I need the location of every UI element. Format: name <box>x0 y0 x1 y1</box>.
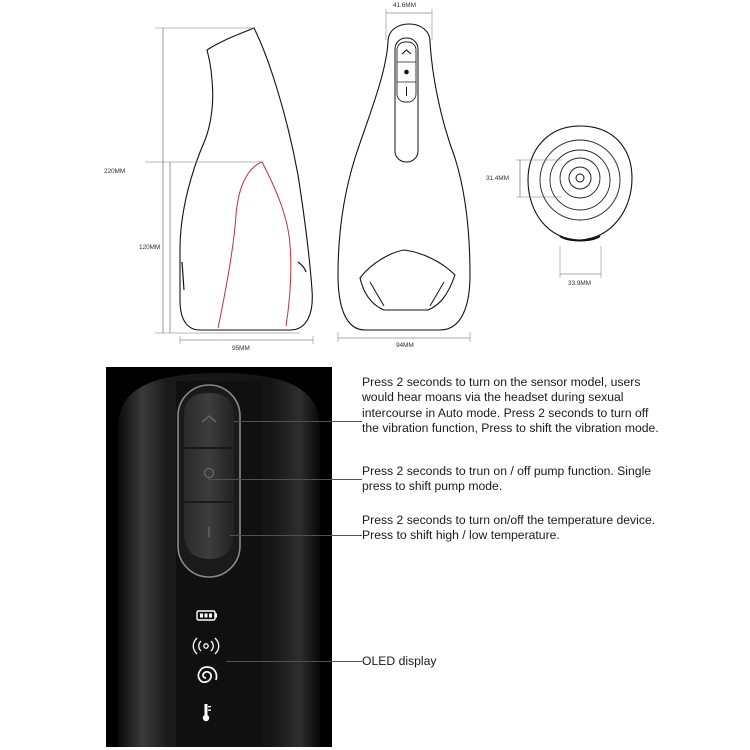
pump-button[interactable] <box>184 449 234 501</box>
dim-width-front: 94MM <box>396 342 414 349</box>
pointer-line-pump <box>208 479 362 480</box>
pointer-line-vibration <box>234 421 362 422</box>
callout-vibration-button: Press 2 seconds to turn on the sensor model, users would hear moans via the headset during sexual intercourse in Auto mode. Press 2 seconds to turn off the vibration function, Press to shift the vibration mode. <box>362 375 659 436</box>
inner-sleeve-contour <box>218 162 262 328</box>
front-view <box>338 9 470 342</box>
callout-temperature-button: Press 2 seconds to turn on/off the temperature device. Press to shift high / low temperature. <box>362 513 656 543</box>
callout-oled-display: OLED display <box>362 654 437 668</box>
top-view-outline <box>528 126 632 240</box>
top-view <box>516 126 632 278</box>
temperature-button[interactable] <box>184 503 234 559</box>
front-view-outline <box>338 24 470 330</box>
side-view <box>145 28 313 344</box>
dim-top-width: 41.6MM <box>393 2 416 9</box>
side-view-outline <box>180 28 312 330</box>
device-photo <box>106 367 332 747</box>
front-opening-cap <box>360 250 455 310</box>
inner-sleeve-contour-right <box>262 162 291 326</box>
dim-opening-diameter: 33.9MM <box>568 280 591 287</box>
dim-width-side: 95MM <box>232 345 250 352</box>
dim-inner-diameter: 31.4MM <box>486 175 509 182</box>
technical-drawing <box>0 0 750 360</box>
dim-height-total: 220MM <box>104 168 126 175</box>
front-button-panel <box>395 38 418 162</box>
device-body <box>106 367 332 747</box>
side-view-detail <box>182 262 306 290</box>
dim-height-inner: 120MM <box>139 244 161 251</box>
callout-pump-button: Press 2 seconds to trun on / off pump function. Single press to shift pump mode. <box>362 464 652 494</box>
pointer-line-oled <box>226 661 362 662</box>
pointer-line-temperature <box>230 535 362 536</box>
vibration-button[interactable] <box>184 393 234 447</box>
